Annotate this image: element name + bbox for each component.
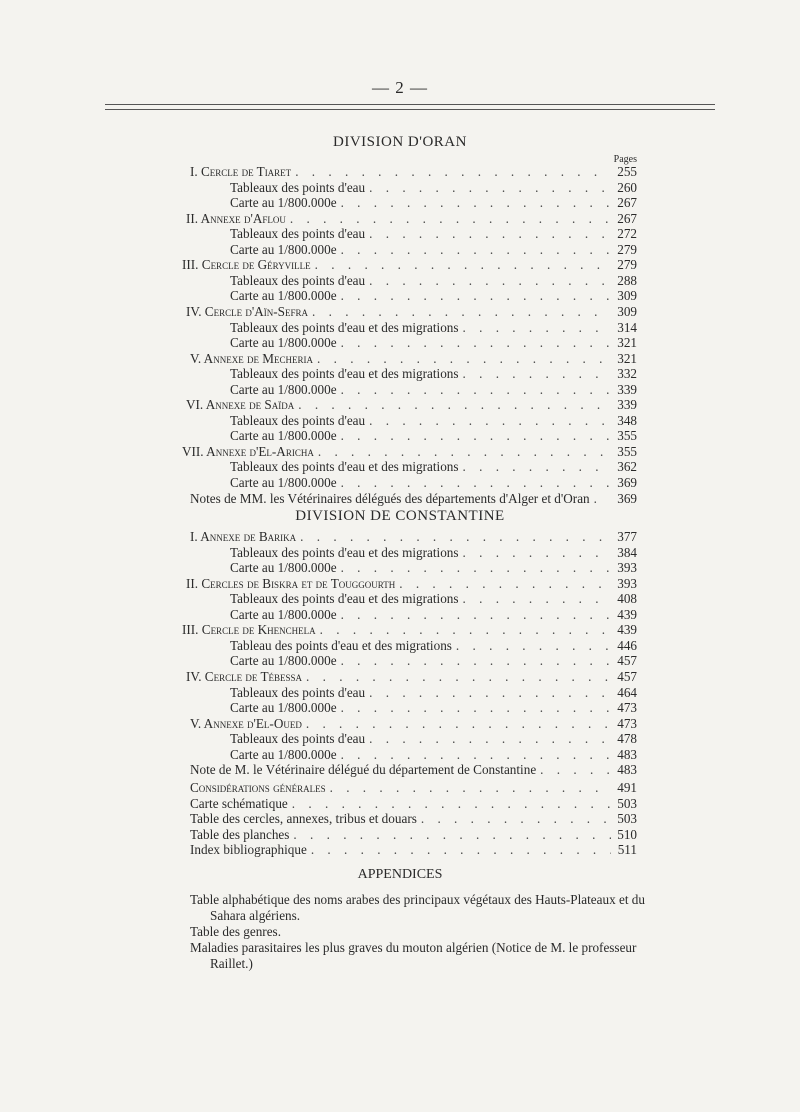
leader-dots bbox=[369, 180, 611, 196]
leader-dots bbox=[293, 827, 611, 843]
toc-entry bbox=[230, 273, 637, 289]
toc-entry-label: Tableaux des points d'eau bbox=[230, 412, 366, 428]
leader-dots bbox=[311, 842, 611, 858]
toc-entry bbox=[190, 811, 637, 827]
toc-entry-page: 321 bbox=[617, 350, 637, 366]
toc-entry-label: Carte au 1/800.000e bbox=[230, 560, 337, 576]
toc-entry bbox=[190, 842, 637, 858]
toc-entry-label: Carte au 1/800.000e bbox=[230, 606, 337, 622]
leader-dots bbox=[463, 459, 611, 475]
toc-entry-label: Considérations générales bbox=[190, 780, 326, 795]
leader-dots bbox=[369, 731, 611, 747]
toc-entry bbox=[190, 796, 637, 812]
toc-entry bbox=[230, 747, 637, 763]
toc-entry-page: 510 bbox=[617, 826, 637, 842]
section-title-constantine: DIVISION DE CONSTANTINE bbox=[295, 508, 505, 524]
toc-entry bbox=[230, 591, 637, 607]
toc-entry bbox=[182, 622, 637, 638]
toc-entry bbox=[230, 560, 637, 576]
toc-entry-label: Carte au 1/800.000e bbox=[230, 700, 337, 716]
toc-entry-label: Tableaux des points d'eau bbox=[230, 179, 366, 195]
toc-entry-page: 272 bbox=[617, 226, 637, 242]
toc-entry-page: 491 bbox=[617, 780, 637, 795]
leader-dots bbox=[341, 335, 611, 351]
toc-entry bbox=[230, 731, 637, 747]
toc-entry bbox=[186, 575, 637, 592]
toc-entry-label: Notes de MM. les Vétérinaires délégués des départements d'Alger et d'Oran bbox=[190, 490, 590, 506]
toc-entry-page: 260 bbox=[617, 179, 637, 195]
appendices-title: APPENDICES bbox=[357, 867, 443, 882]
toc-entry-page: 446 bbox=[617, 637, 637, 653]
toc-entry-page: 348 bbox=[617, 412, 637, 428]
toc-entry bbox=[186, 668, 637, 685]
toc-entry-page: 384 bbox=[617, 544, 637, 560]
toc-entry-label: Tableaux des points d'eau et des migrations bbox=[230, 591, 459, 607]
leader-dots bbox=[298, 397, 611, 413]
toc-entry bbox=[182, 443, 637, 460]
toc-entry-label: III. Cercle de Géryville bbox=[182, 257, 311, 273]
toc-entry-page: 362 bbox=[617, 459, 637, 475]
toc-entry-page: 279 bbox=[617, 257, 637, 273]
toc-entry-page: 355 bbox=[617, 428, 637, 444]
toc-entry-page: 369 bbox=[617, 490, 637, 506]
toc-entry bbox=[230, 545, 637, 561]
leader-dots bbox=[315, 257, 611, 273]
toc-entry-label: VII. Annexe d'El-Aricha bbox=[182, 443, 314, 459]
toc-entry-page: 478 bbox=[617, 731, 637, 747]
toc-entry-label: Carte au 1/800.000e bbox=[230, 746, 337, 762]
section-title-oran: DIVISION D'ORAN bbox=[333, 134, 467, 150]
leader-dots bbox=[421, 811, 611, 827]
toc-entry bbox=[230, 382, 637, 398]
toc-entry-label: III. Cercle de Khenchela bbox=[182, 622, 316, 638]
toc-entry-label: V. Annexe de Mecheria bbox=[190, 350, 314, 366]
toc-entry-page: 457 bbox=[617, 653, 637, 669]
toc-entry-label: Tableaux des points d'eau et des migrations bbox=[230, 459, 459, 475]
toc-entry bbox=[230, 288, 637, 304]
toc-entry-page: 511 bbox=[617, 842, 637, 858]
leader-dots bbox=[312, 304, 611, 320]
appendix-line: Raillet.) bbox=[210, 956, 253, 971]
leader-dots bbox=[295, 164, 611, 180]
toc-entry-page: 483 bbox=[617, 762, 637, 778]
leader-dots bbox=[341, 195, 611, 211]
leader-dots bbox=[341, 747, 611, 763]
leader-dots bbox=[341, 242, 611, 258]
leader-dots bbox=[369, 685, 611, 701]
leader-dots bbox=[341, 700, 611, 716]
toc-entry bbox=[230, 320, 637, 336]
toc-entry bbox=[230, 180, 637, 196]
toc-entry-label: Note de M. le Vétérinaire délégué du département de Constantine bbox=[190, 762, 537, 778]
leader-dots bbox=[341, 382, 611, 398]
toc-entry-label: Tableaux des points d'eau et des migrations bbox=[230, 319, 459, 335]
leader-dots bbox=[341, 560, 611, 576]
leader-dots bbox=[540, 762, 611, 778]
toc-entry-page: 408 bbox=[617, 591, 637, 607]
toc-entry-label: IV. Cercle de Tébessa bbox=[186, 668, 303, 684]
appendix-line: Sahara algériens. bbox=[210, 908, 301, 923]
toc-entry-page: 279 bbox=[617, 241, 637, 257]
toc-entry-page: 503 bbox=[617, 811, 637, 827]
toc-entry-page: 393 bbox=[617, 575, 637, 591]
leader-dots bbox=[341, 653, 611, 669]
toc-entry-page: 339 bbox=[617, 381, 637, 397]
toc-entry-label: Carte au 1/800.000e bbox=[230, 288, 337, 304]
toc-entry bbox=[230, 195, 637, 211]
toc-entry bbox=[190, 716, 637, 732]
toc-entry bbox=[230, 607, 637, 623]
toc-entry-label: Tableaux des points d'eau bbox=[230, 731, 366, 747]
toc-entry-page: 255 bbox=[617, 164, 637, 179]
toc-entry bbox=[230, 653, 637, 669]
toc-entry-label: IV. Cercle d'Aïn-Sefra bbox=[186, 303, 309, 319]
leader-dots bbox=[341, 607, 611, 623]
toc-entry bbox=[190, 529, 637, 545]
appendix-line: Table alphabétique des noms arabes des principaux végétaux des Hauts-Plateaux et du bbox=[190, 892, 645, 907]
toc-entry-label: Carte au 1/800.000e bbox=[230, 653, 337, 669]
toc-entry bbox=[186, 397, 637, 413]
toc-entry bbox=[186, 303, 637, 320]
toc-entry bbox=[190, 351, 637, 367]
leader-dots bbox=[463, 320, 611, 336]
toc-entry bbox=[230, 685, 637, 701]
toc-entry-page: 267 bbox=[617, 195, 637, 211]
toc-entry-page: 321 bbox=[617, 335, 637, 351]
leader-dots bbox=[320, 622, 611, 638]
toc-entry-page: 309 bbox=[617, 303, 637, 319]
leader-dots bbox=[306, 716, 611, 732]
toc-entry-page: 473 bbox=[617, 700, 637, 716]
toc-entry bbox=[230, 475, 637, 491]
header-rule-bottom bbox=[105, 109, 715, 110]
toc-entry-page: 355 bbox=[617, 443, 637, 459]
toc-entry-page: 369 bbox=[617, 475, 637, 490]
page-number: — 2 — bbox=[372, 78, 428, 97]
toc-entry-label: Carte au 1/800.000e bbox=[230, 428, 337, 444]
toc-entry bbox=[230, 226, 637, 242]
toc-entry-page: 464 bbox=[617, 684, 637, 700]
toc-entry bbox=[190, 762, 637, 778]
toc-entry bbox=[230, 413, 637, 429]
toc-entry-page: 267 bbox=[617, 210, 637, 226]
toc-entry-label: Carte au 1/800.000e bbox=[230, 475, 337, 490]
toc-entry-label: Carte schématique bbox=[190, 795, 288, 811]
leader-dots bbox=[292, 796, 611, 812]
toc-entry-label: Carte au 1/800.000e bbox=[230, 241, 337, 257]
toc-entry-page: 473 bbox=[617, 715, 637, 731]
appendix-line: Maladies parasitaires les plus graves du mouton algérien (Notice de M. le professeur bbox=[190, 940, 637, 955]
leader-dots bbox=[369, 226, 611, 242]
toc-entry-page: 288 bbox=[617, 272, 637, 288]
toc-entry-label: Tableau des points d'eau et des migrations bbox=[230, 637, 452, 653]
leader-dots bbox=[399, 576, 611, 592]
toc-entry bbox=[230, 242, 637, 258]
leader-dots bbox=[341, 475, 611, 491]
toc-entry-label: Tableaux des points d'eau et des migrations bbox=[230, 366, 459, 382]
toc-entry bbox=[186, 210, 637, 227]
toc-entry-page: 339 bbox=[617, 397, 637, 413]
header-rule-top bbox=[105, 104, 715, 105]
toc-entry-label: Tableaux des points d'eau bbox=[230, 684, 366, 700]
leader-dots bbox=[456, 638, 611, 654]
toc-entry bbox=[230, 366, 637, 382]
toc-entry-page: 503 bbox=[617, 795, 637, 811]
toc-entry-label: Index bibliographique bbox=[190, 842, 307, 858]
toc-entry bbox=[190, 164, 637, 180]
toc-entry-label: Carte au 1/800.000e bbox=[230, 335, 337, 351]
toc-entry-label: II. Annexe d'Aflou bbox=[186, 210, 286, 226]
appendix-line: Table des genres. bbox=[190, 924, 281, 939]
toc-entry-label: Tableaux des points d'eau bbox=[230, 272, 366, 288]
toc-entry bbox=[190, 491, 637, 507]
toc-entry bbox=[230, 335, 637, 351]
toc-entry bbox=[230, 459, 637, 475]
toc-entry-label: I. Annexe de Barika bbox=[190, 529, 297, 544]
leader-dots bbox=[318, 444, 611, 460]
toc-entry-page: 393 bbox=[617, 560, 637, 576]
toc-entry-label: I. Cercle de Tiaret bbox=[190, 164, 292, 179]
toc-entry-page: 439 bbox=[617, 622, 637, 638]
toc-entry bbox=[190, 780, 637, 796]
leader-dots bbox=[317, 351, 611, 367]
toc-entry bbox=[230, 428, 637, 444]
toc-entry-label: Tableaux des points d'eau bbox=[230, 226, 366, 242]
toc-entry-page: 483 bbox=[617, 746, 637, 762]
toc-entry-label: Tableaux des points d'eau et des migrations bbox=[230, 544, 459, 560]
leader-dots bbox=[369, 413, 611, 429]
leader-dots bbox=[594, 491, 611, 507]
toc-entry-page: 309 bbox=[617, 288, 637, 304]
leader-dots bbox=[341, 428, 611, 444]
leader-dots bbox=[369, 273, 611, 289]
leader-dots bbox=[463, 366, 611, 382]
toc-entry-label: V. Annexe d'El-Oued bbox=[190, 715, 302, 731]
toc-entry-label: Carte au 1/800.000e bbox=[230, 381, 337, 397]
leader-dots bbox=[463, 545, 611, 561]
leader-dots bbox=[463, 591, 611, 607]
leader-dots bbox=[290, 211, 611, 227]
toc-entry-label: VI. Annexe de Saïda bbox=[186, 397, 295, 413]
toc-entry-label: II. Cercles de Biskra et de Touggourth bbox=[186, 575, 396, 591]
leader-dots bbox=[330, 780, 611, 796]
toc-entry bbox=[190, 827, 637, 843]
toc-entry bbox=[182, 257, 637, 273]
toc-entry bbox=[230, 700, 637, 716]
toc-entry-page: 457 bbox=[617, 668, 637, 684]
toc-entry-page: 439 bbox=[617, 606, 637, 622]
leader-dots bbox=[306, 669, 611, 685]
leader-dots bbox=[341, 288, 611, 304]
toc-entry-page: 377 bbox=[617, 529, 637, 544]
toc-entry-label: Table des planches bbox=[190, 826, 290, 842]
toc-entry-page: 332 bbox=[617, 366, 637, 382]
toc-entry-label: Carte au 1/800.000e bbox=[230, 195, 337, 211]
leader-dots bbox=[300, 529, 611, 545]
toc-entry bbox=[230, 638, 637, 654]
toc-entry-page: 314 bbox=[617, 319, 637, 335]
toc-entry-label: Table des cercles, annexes, tribus et douars bbox=[190, 811, 417, 827]
pages-column-label: Pages bbox=[613, 154, 637, 165]
